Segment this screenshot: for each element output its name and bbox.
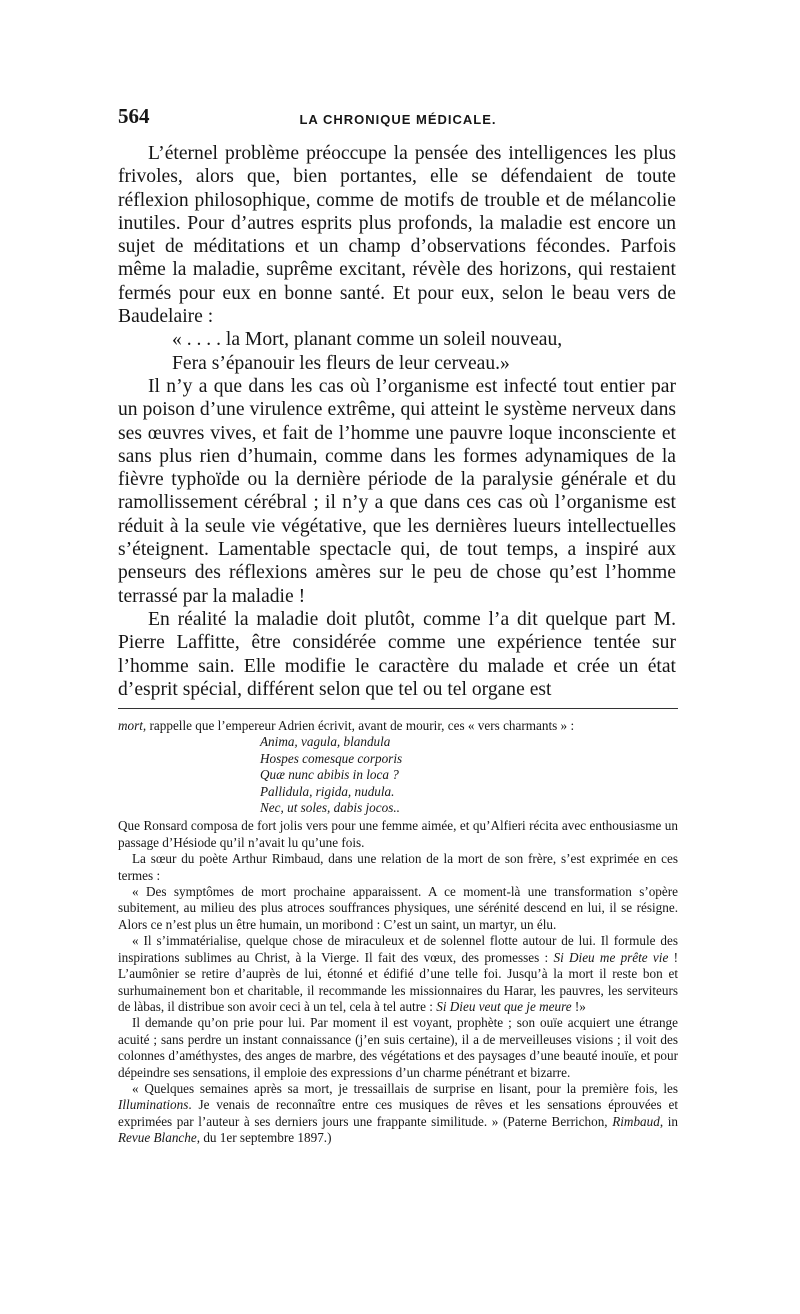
footnote-paragraph: Il demande qu’on prie pour lui. Par moment il est voyant, prophète ; son ouïe acquiert une étrange acuité ; sans perdre un instant connaissance (j’en suis certaine), il a de merveilleuses visions ; il voit des colonnes d’améthystes, des anges de marbre, des végétations et des paysages d’une beauté inouïe, et pour dépeindre ses sensations, il emploie des expressions d’un charme pénétrant et bizarre.: [118, 1015, 678, 1080]
footnote-text: ! L’aumônier se retire d’auprès de lui, étonné et édifié d’une telle foi. Jusqu’à la mort il reste bon et surhumainement bon et charitable, il recommande les missionnaires du Harar, les pauvres, les serviteurs de làbas, il distribue son avoir ceci à un tel, cela à tel autre :: [118, 949, 678, 1014]
poem-line: Hospes comesque corporis: [260, 750, 403, 766]
footnote-text: rappelle que l’empereur Adrien écrivit, avant de mourir, ces « vers charmants » :: [146, 718, 575, 733]
main-text: [118, 142, 676, 701]
footnote-italic: Si Dieu me prête vie: [553, 949, 669, 965]
running-head: LA CHRONIQUE MÉDICALE.: [299, 112, 497, 127]
footnote-paragraph: Que Ronsard composa de fort jolis vers pour une femme aimée, et qu’Alfieri récita avec enthousiasme un passage d’Hésiode qu’il n’avait lu qu’une fois.: [118, 818, 678, 850]
quote-line: Fera s’épanouir les fleurs de leur cerveau.»: [172, 352, 510, 374]
footnote-paragraph: [118, 718, 678, 734]
footnote-text: !»: [571, 998, 586, 1014]
page-number: 564: [118, 104, 150, 128]
footnote-paragraph: [118, 933, 678, 1015]
footnote-text: , du 1er septembre 1897.): [196, 1130, 332, 1146]
footnote-text: . Je venais de reconnaître entre ces musiques de rêves et les sensations éprouvées et exprimées par l’auteur à ses derniers jours une frappante similitude. » (Paterne Berrichon,: [118, 1097, 678, 1129]
footnote-text: « Il s’immatérialise, quelque chose de miraculeux et de solennel flotte autour de lui. Il formule des inspirations sublimes au Christ, à la Vierge. Il fait des vœux, des promesses :: [118, 933, 678, 965]
footnote-text: « Quelques semaines après sa mort, je tressaillais de surprise en lisant, pour la première fois, les: [132, 1080, 678, 1096]
poem-line: Pallidula, rigida, nudula.: [260, 783, 395, 799]
footnote-italic: Si Dieu veut que je meure: [436, 998, 572, 1014]
paragraph: Il n’y a que dans les cas où l’organisme est infecté tout entier par un poison d’une virulence extrême, qui atteint le système nerveux dans ses œuvres vives, et fait de l’homme une pauvre loque inconsciente et sans plus rien d’humain, comme dans les formes adynamiques de la fièvre typhoïde ou la dernière période de la paralysie générale et du ramollissement cérébral ; il n’y a que dans ces cas où l’organisme est réduit à la seule vie végétative, que les dernières lueurs intellectuelles s’éteignent. Lamentable spectacle qui, de tout temps, a inspiré aux penseurs des réflexions amères sur le peu de chose qu’est l’homme terrassé par la maladie !: [118, 375, 676, 607]
poem-line: Quæ nunc abibis in loca ?: [260, 767, 399, 783]
paragraph: En réalité la maladie doit plutôt, comme l’a dit quelque part M. Pierre Laffitte, être considérée comme une expérience tentée sur l’homme sain. Elle modifie le caractère du malade et crée un état d’esprit spécial, différent selon que tel ou tel organe est: [118, 608, 676, 700]
footnote-paragraph: « Des symptômes de mort prochaine apparaissent. A ce moment-là une transformation s’opère subitement, au milieu des plus atroces souffrances physiques, une sérénité descend en lui, il se résigne. Alors ce n’est plus un être humain, un moribond : C’est un saint, un martyr, un élu.: [118, 884, 678, 932]
footnote-italic: Rimbaud: [612, 1113, 660, 1129]
footnote-paragraph: [118, 1081, 678, 1147]
footnote-rule: [118, 708, 678, 709]
footnote-italic: mort,: [118, 718, 147, 733]
footnote-text: , in: [659, 1113, 678, 1129]
footnote-paragraph: La sœur du poète Arthur Rimbaud, dans une relation de la mort de son frère, s’est exprimée en ces termes :: [118, 851, 678, 883]
adrian-poem: [260, 734, 678, 816]
page-header: [118, 104, 678, 134]
footnote-italic: Revue Blanche: [118, 1130, 197, 1146]
footnote-italic: Illuminations: [118, 1097, 189, 1113]
poem-line: Nec, ut soles, dabis jocos..: [260, 800, 400, 816]
paragraph: L’éternel problème préoccupe la pensée des intelligences les plus frivoles, alors que, bien portantes, elle se défendaient de toute réflexion philosophique, comme de motifs de trouble et de mélancolie inutiles. Pour d’autres esprits plus profonds, la maladie est encore un sujet de méditations et un champ d’observations fécondes. Parfois même la maladie, suprême excitant, révèle des horizons, qui restaient fermés pour eux en bonne santé. Et pour eux, selon le beau vers de Baudelaire :: [118, 143, 676, 328]
poem-line: Anima, vagula, blandula: [260, 734, 391, 750]
footnotes: [118, 718, 678, 1147]
baudelaire-quote: [172, 328, 676, 375]
quote-line: « . . . . la Mort, planant comme un soleil nouveau,: [172, 329, 563, 351]
